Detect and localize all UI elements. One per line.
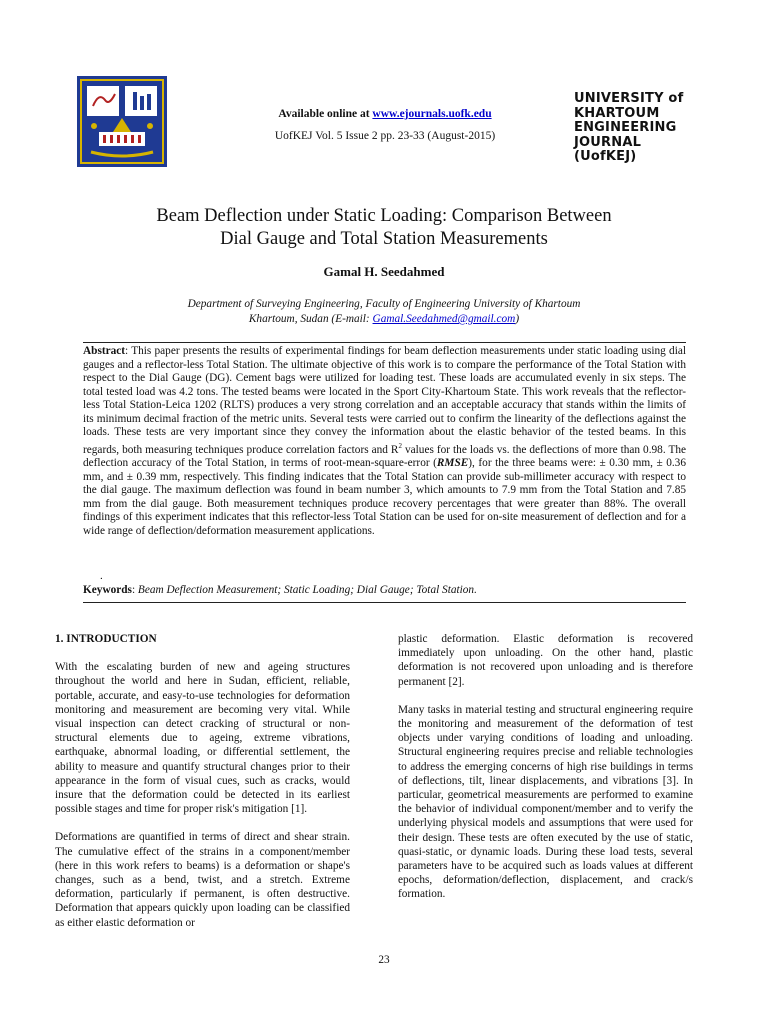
superscript: 2 (398, 441, 402, 450)
affiliation-line (90, 312, 678, 327)
section-heading: 1. INTRODUCTION (55, 633, 157, 645)
university-logo (77, 76, 167, 167)
paper-title (90, 205, 678, 251)
page-number: 23 (378, 954, 390, 966)
keywords-bottom-rule (83, 602, 686, 603)
left-column (55, 632, 350, 944)
keywords (83, 584, 686, 596)
author-affiliation (90, 297, 678, 327)
abstract (83, 345, 686, 538)
rmse-term: RMSE (436, 457, 469, 470)
abstract-text: values for the loads vs. the deflections of more than 0.98. The deflection accuracy of the Total Station, in terms of root-mean-square-error ( (83, 443, 687, 470)
abstract-text: : This paper presents the results of experimental findings for beam deflection measurements under static loading using dial gauges and a reflector-less Total Station. The ultimate objective of this work is to compare the performance of the Total Station with respect to the Dial Gauge (DG). Cement bags were utilized for loading test. These loads are accumulated evenly in six steps. The total tested load was 4.2 tons. The tested beams were located in the Sport City-Khartoum State. This work reveals that the reflector-less Total Station-Leica 1202 (RLTS) produces a very strong correlation and an acceptable accuracy that stands within the limits of its minimum decimal fraction of the metric units. Several tests were carried out to confirm the linearity of the deflections against the loads. These tests are very important since they convey the information about the elastic behavior of the tested beams. In this regards, both measuring techniques produce correlation factors and R (83, 345, 686, 456)
author-name: Gamal H. Seedahmed (323, 264, 445, 279)
journal-name-line: ENGINEERING (574, 120, 677, 135)
author-email-link[interactable]: Gamal.Seedahmed@gmail.com (372, 313, 516, 325)
affiliation-suffix: ) (515, 313, 520, 325)
journal-name-line: (UofKEJ) (574, 149, 637, 164)
abstract-text: ), for the three beams were: ± 0.30 mm, ± 0.36 mm, and ± 0.39 mm, respectively. This finding indicates that the Total Station can provide sub-millimeter accuracy with respect to the dial gauge. The maximum deflection was found in beam number 3, which amounts to 7.9 mm from the Total Station and 7.85 mm from the dial gauge. Both measurement techniques produce recovery percentages that were greater than 88%. The overall findings of this experiment indicates that this reflector-less Total Station can be used for on-site measurement of deflection and for a wide range of deflection/deformation measurement applications. (83, 457, 686, 537)
right-column (398, 632, 693, 916)
available-label: Available online at (278, 108, 373, 120)
journal-name-line: UNIVERSITY of (574, 91, 684, 106)
journal-name-line: KHARTOUM (574, 105, 660, 121)
affiliation-line: Department of Surveying Engineering, Faculty of Engineering University of Khartoum (187, 298, 581, 310)
title-line: Beam Deflection under Static Loading: Comparison Between (156, 206, 612, 226)
journal-name-line: JOURNAL (574, 134, 642, 150)
journal-name-block (574, 92, 744, 165)
affiliation-prefix: Khartoum, Sudan (E-mail: (248, 313, 373, 325)
abstract-label: Abstract (83, 345, 126, 357)
volume-info: UofKEJ Vol. 5 Issue 2 pp. 23-33 (August-2015) (274, 130, 496, 142)
paragraph: Many tasks in material testing and structural engineering require the monitoring and measurement of the deformation of test objects under varying conditions of loading and unloading. Structural engineering requires precise and reliable technologies to address the emerging concerns of high rise buildings in terms of deflections, tilt, linear displacements, and vibrations [3]. In particular, geometrical measurements are performed to examine the behavior of individual component/member and to verify the underlying physical models and assumptions that were used for their design. These tests are often executed by the use of static, quasi-static, or dynamic loads. During these load tests, several parameters have to be acquired such as loads values at different epochs, deformation/deflection, displacement, and crack/s formation. (398, 703, 693, 901)
paragraph: plastic deformation. Elastic deformation is recovered immediately upon unloading. On the other hand, plastic deformation is not recovered upon unloading and is therefore permanent [2]. (398, 633, 693, 688)
abstract-top-rule (83, 342, 686, 343)
stray-dot: . (100, 570, 103, 582)
available-online (200, 108, 570, 120)
paragraph: Deformations are quantified in terms of direct and shear strain. The cumulative effect of the strains in a component/member (here in this work refers to beams) is a deformation or shape's changes, such as a bend, twist, and a stretch. Extreme deformation, particularly if permanent, is often destructive. Deformation that appears quickly upon loading can be classified as either elastic deformation or (55, 831, 350, 929)
title-line: Dial Gauge and Total Station Measurements (220, 229, 548, 249)
paragraph: With the escalating burden of new and ageing structures throughout the world and here in Sudan, efficient, reliable, portable, accurate, and easy-to-use technologies for deformation monitoring and measurement are becoming very vital. While visual inspection can detect cracking of structural or non-structural elements due to ageing, extreme vibrations, earthquake, abnormal loading, or differential settlement, the ability to measure and quantify structural changes prior to their appearance in the form of visual cues, such as cracks, would insure that the deformation could be detected in its earliest possible stages and time for proper risk's mitigation [1]. (55, 661, 350, 816)
journal-website-link[interactable]: www.ejournals.uofk.edu (372, 108, 492, 120)
keywords-text: Beam Deflection Measurement; Static Loading; Dial Gauge; Total Station. (137, 584, 477, 596)
keywords-label: Keywords (83, 584, 132, 596)
keywords-sep: : (131, 584, 138, 596)
